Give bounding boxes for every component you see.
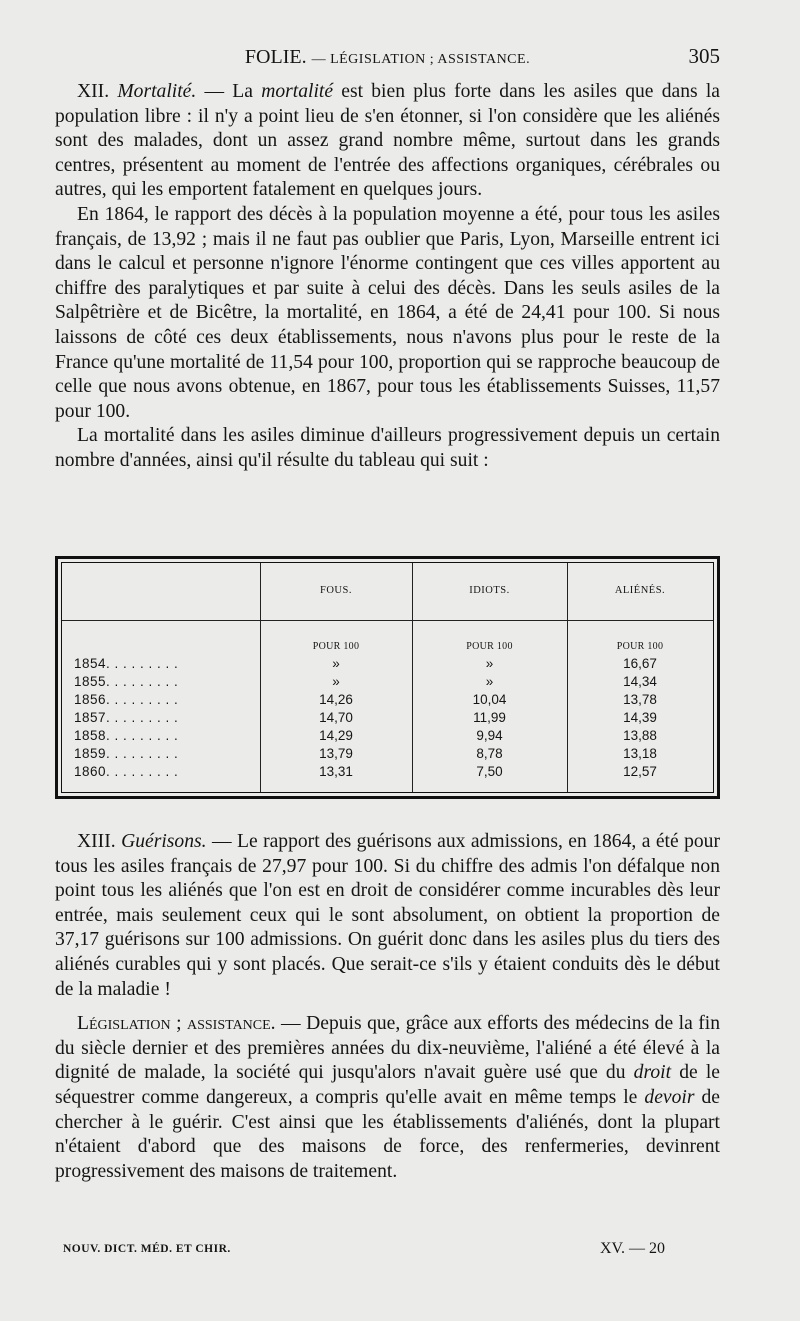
year-cell: 1856. . . . . . . . .	[74, 692, 179, 707]
table-row	[62, 674, 713, 691]
alienes-cell: 14,34	[623, 674, 657, 689]
alienes-cell: 13,88	[623, 728, 657, 743]
alienes-cell: 13,18	[623, 746, 657, 761]
section-xiii-text	[55, 830, 720, 1184]
fous-cell: 14,70	[319, 710, 353, 725]
idiots-cell: 7,50	[476, 764, 503, 779]
table-row	[62, 710, 713, 727]
year-cell: 1854. . . . . . . . .	[74, 656, 179, 671]
page-footer	[55, 1240, 720, 1262]
idiots-cell: 8,78	[476, 746, 503, 761]
paragraph-text: est bien plus forte dans les asiles que dans la population libre : il n'y a point lieu de s'en étonner, si l'on considère que les aliénés sont des malades, dont un assez grand nombre même, surtout dans les grands centres, présentent au moment de l'entrée des affections organiques, cérébrales ou autres, qui les emportent fatalement en quelques jours.	[55, 81, 720, 201]
header-rule	[62, 620, 713, 621]
emphasis: droit	[633, 1062, 672, 1084]
section-heading: Mortalité.	[117, 81, 197, 102]
alienes-cell: 12,57	[623, 764, 657, 779]
section-heading: Législation ; assistance.	[77, 1013, 276, 1035]
table-row	[62, 656, 713, 673]
table-row	[62, 728, 713, 745]
mortality-table	[55, 556, 720, 799]
idiots-cell: 11,99	[473, 710, 506, 725]
table-row	[62, 692, 713, 709]
fous-cell: »	[332, 656, 340, 671]
paragraph	[55, 830, 720, 1002]
table-row	[62, 746, 713, 763]
emphasis: devoir	[644, 1086, 695, 1108]
section-number: XII.	[77, 81, 110, 102]
year-cell: 1857. . . . . . . . .	[74, 710, 179, 725]
alienes-cell: 16,67	[623, 656, 657, 671]
section-heading: Guérisons.	[121, 831, 207, 852]
page-number: 305	[688, 44, 720, 68]
column-header-alienes: ALIÉNÉS.	[614, 585, 666, 596]
alienes-cell: 13,78	[623, 692, 657, 707]
unit-label: POUR 100	[312, 641, 360, 652]
header-subtitle: — LÉGISLATION ; ASSISTANCE.	[311, 52, 531, 67]
year-cell: 1858. . . . . . . . .	[74, 728, 179, 743]
idiots-cell: 10,04	[472, 692, 507, 707]
column-header-idiots: IDIOTS.	[469, 585, 510, 596]
paragraph-text: — Le rapport des guérisons aux admissions, en 1864, a été pour tous les asiles français de 27,97 pour 100. Si du chiffre des admis l'on défalque non point tous les aliénés que l'on est en droit de considérer comme incurables dès leur entrée, mais seulement ceux qui le sont absolument, on obtient la proportion de 37,17 guérisons sur 100 admissions. On guérit donc dans les asiles plus du tiers des aliénés curables qui y sont placés. Que serait-ce s'ils y étaient conduits dès le début de la maladie !	[55, 831, 720, 1000]
footer-publication: NOUV. DICT. MÉD. ET CHIR.	[63, 1243, 231, 1255]
paragraph: La mortalité dans les asiles diminue d'ailleurs progressivement depuis un certain nombre d'années, ainsi qu'il résulte du tableau qui suit :	[55, 425, 720, 471]
unit-label: POUR 100	[466, 641, 513, 652]
section-xii-text	[55, 80, 720, 474]
fous-cell: »	[332, 674, 340, 689]
section-number: XIII.	[77, 831, 116, 852]
alienes-cell: 14,39	[623, 710, 657, 725]
fous-cell: 14,26	[319, 692, 353, 707]
paragraph: En 1864, le rapport des décès à la population moyenne a été, pour tous les asiles français, de 13,92 ; mais il ne faut pas oublier que Paris, Lyon, Marseille entrent ici dans le calcul et personne n'ignore l'énorme contingent que ces villes apportent au chiffre des paralytiques et par suite à celui des décès. Dans les seuls asiles de la Salpêtrière et de Bicêtre, la mortalité, en 1864, a été de 24,41 pour 100. Si nous laissons de côté ces deux établissements, nous n'avons plus pour le reste de la France qu'une mortalité de 11,54 pour 100, proportion qui se rapproche beaucoup de celle que nous avons obtenue, en 1867, pour tous les établissements Suisses, 11,57 pour 100.	[55, 203, 720, 422]
year-cell: 1855. . . . . . . . .	[74, 674, 179, 689]
header-title: FOLIE.	[244, 46, 307, 68]
emphasis: mortalité	[261, 81, 334, 102]
paragraph-text: de le séquestrer comme dangereux, a compris qu'elle avait en même temps le	[55, 1062, 720, 1108]
table-row	[62, 764, 713, 781]
paragraph	[55, 80, 720, 203]
year-cell: 1860. . . . . . . . .	[74, 764, 179, 779]
unit-label: POUR 100	[616, 641, 664, 652]
fous-cell: 14,29	[319, 728, 353, 743]
fous-cell: 13,79	[319, 746, 353, 761]
year-cell: 1859. . . . . . . . .	[74, 746, 179, 761]
column-header-fous: FOUS.	[320, 585, 352, 596]
idiots-cell: »	[485, 656, 494, 671]
running-header	[55, 44, 720, 72]
dash: — La	[196, 81, 262, 102]
paragraph	[55, 1012, 720, 1184]
fous-cell: 13,31	[319, 764, 353, 779]
idiots-cell: »	[485, 674, 494, 689]
paragraph-text: de chercher à le guérir. C'est ainsi que les établissements d'aliénés, dont la plupart n'étaient d'abord que des maisons de force, des renfermeries, devinrent progressivement des maisons de traitement.	[55, 1086, 720, 1182]
paragraph-text: — Depuis que, grâce aux efforts des médecins de la fin du siècle dernier et des premières années du dix-neuvième, l'aliéné a été élevé à la dignité de malade, la société qui jusqu'alors n'avait guère usé que du	[55, 1013, 721, 1084]
idiots-cell: 9,94	[476, 728, 503, 743]
footer-signature: XV. — 20	[599, 1240, 665, 1257]
